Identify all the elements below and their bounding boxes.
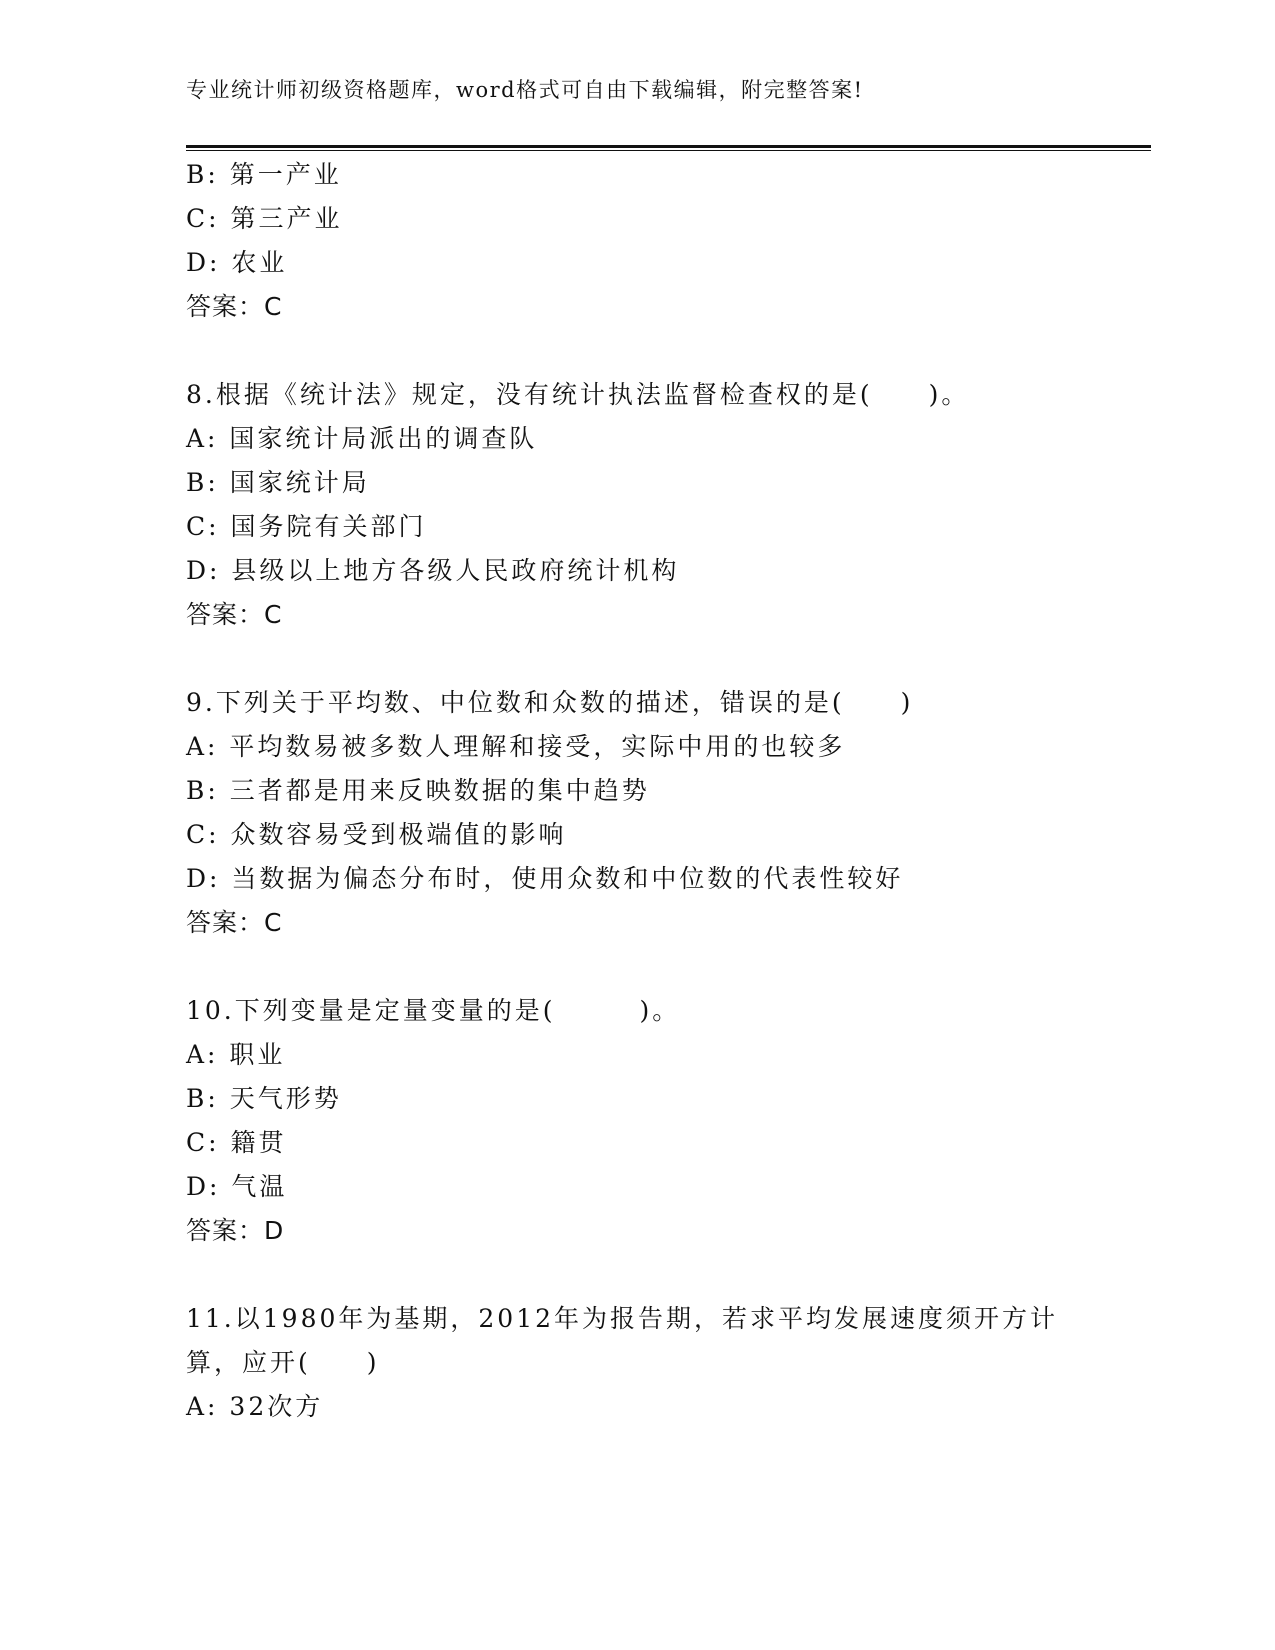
option-b: B: 国家统计局 (186, 468, 370, 497)
option-d: D: 当数据为偏态分布时，使用众数和中位数的代表性较好 (186, 864, 904, 893)
option-c: C: 第三产业 (186, 204, 343, 233)
option-d: D: 农业 (186, 248, 288, 277)
header-rule-thin (186, 150, 1151, 151)
answer: 答案：C (186, 292, 283, 321)
option-b: B: 三者都是用来反映数据的集中趋势 (186, 776, 650, 805)
option-a: A: 职业 (186, 1040, 286, 1069)
answer: 答案：C (186, 600, 283, 629)
answer: 答案：D (186, 1216, 285, 1245)
option-c: C: 国务院有关部门 (186, 512, 427, 541)
option-a: A: 32次方 (186, 1392, 324, 1421)
option-a: A: 国家统计局派出的调查队 (186, 424, 538, 453)
option-a: A: 平均数易被多数人理解和接受，实际中用的也较多 (186, 732, 846, 761)
option-b: B: 天气形势 (186, 1084, 342, 1113)
option-c: C: 籍贯 (186, 1128, 287, 1157)
answer: 答案：C (186, 908, 283, 937)
question-9: 9.下列关于平均数、中位数和众数的描述，错误的是( ) (186, 688, 914, 717)
option-c: C: 众数容易受到极端值的影响 (186, 820, 567, 849)
page-header: 专业统计师初级资格题库，word格式可自由下载编辑，附完整答案! (186, 78, 864, 102)
question-10: 10.下列变量是定量变量的是( )。 (186, 996, 681, 1025)
question-11-continued: 算，应开( ) (186, 1348, 380, 1377)
option-d: D: 县级以上地方各级人民政府统计机构 (186, 556, 680, 585)
question-8: 8.根据《统计法》规定，没有统计执法监督检查权的是( )。 (186, 380, 970, 409)
header-rule-thick (186, 145, 1151, 148)
question-11: 11.以1980年为基期，2012年为报告期，若求平均发展速度须开方计 (186, 1304, 1059, 1333)
option-d: D: 气温 (186, 1172, 288, 1201)
option-b: B: 第一产业 (186, 160, 342, 189)
